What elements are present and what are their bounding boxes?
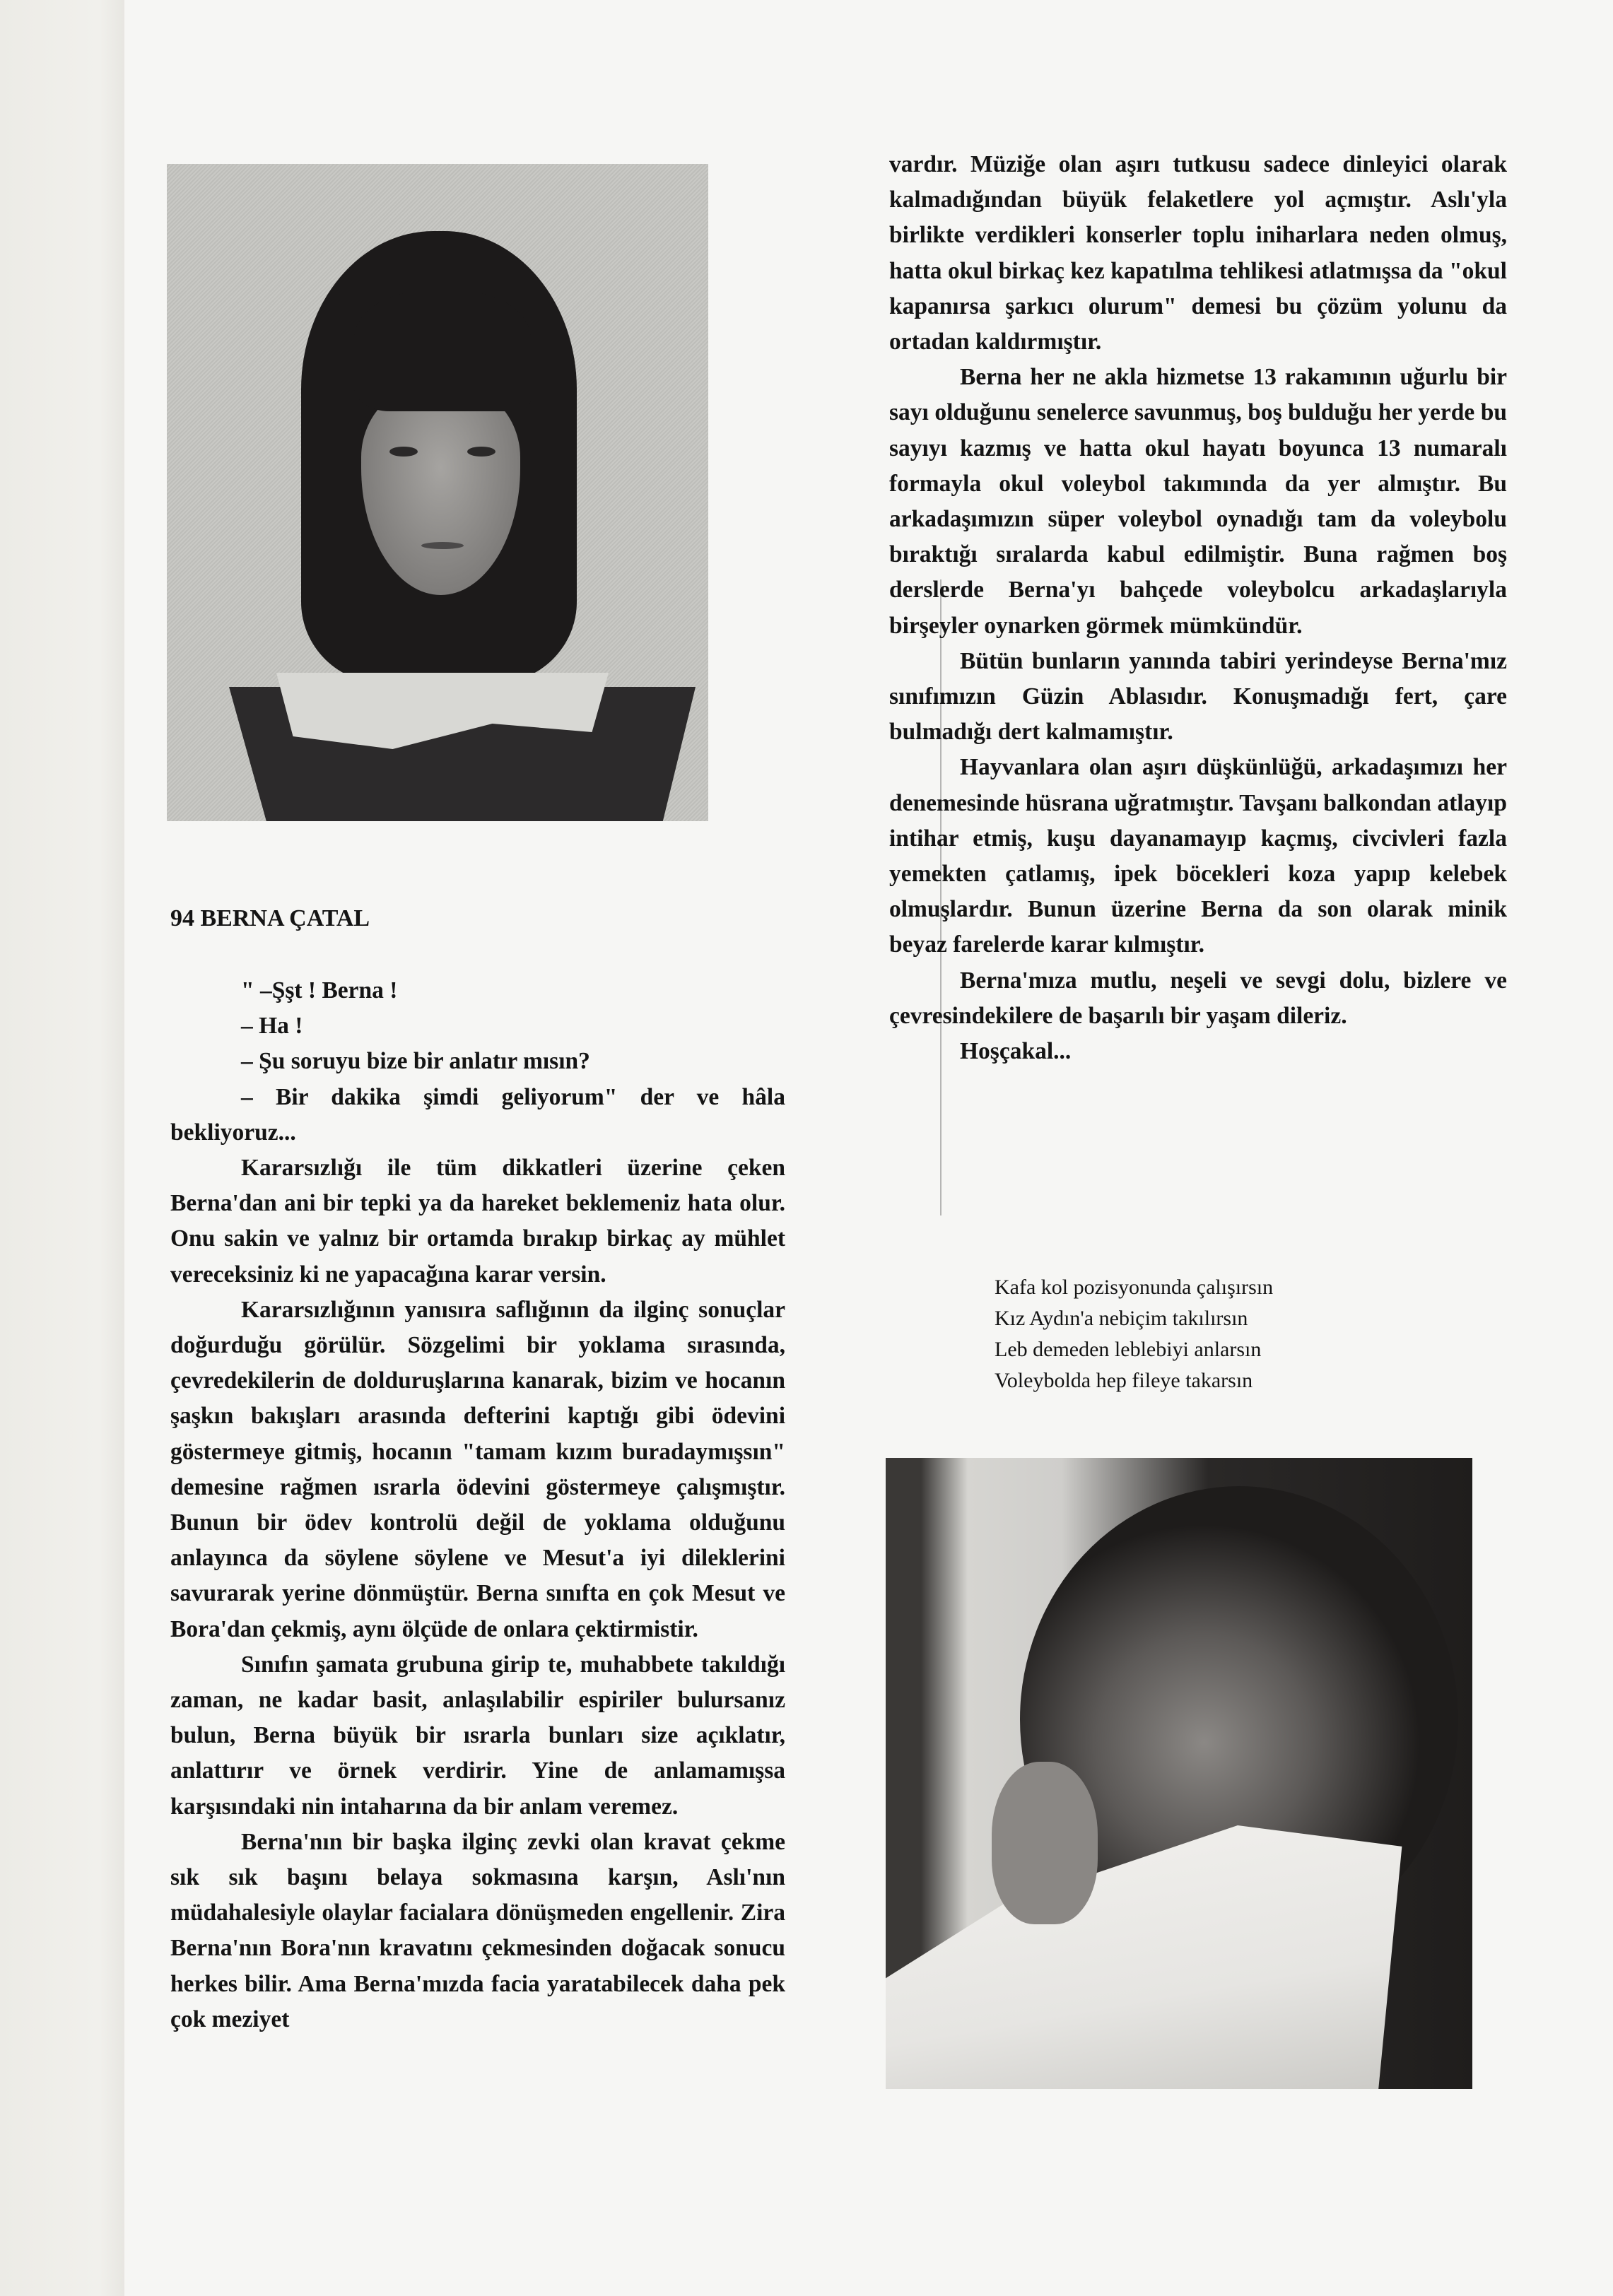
paragraph: Kararsızlığının yanısıra saflığının da ilginç sonuçlar doğurduğu görülür. Sözgelimi bir yoklama sırasında, çevredekilerin de dolduruşlarına kanarak, bizim ve hocanın şaşkın bakışları arasında defterini kaptığı gibi ödevini göstermeye gitmiş, hocanın "tamam kızım buradaymışsın" demesine rağmen ısrarla ödevini göstermeye çalışmıştır. Bunun bir ödev kontrolü değil de yoklama olduğunu anlayınca da söylene söylene ve Mesut'a iyi dileklerini savurarak yerine dönmüştür. Berna sınıfta en çok Mesut ve Bora'dan çekmiş, aynı ölçüde de onlara çektirmistir.: [170, 1296, 785, 1642]
candid-hand: [992, 1762, 1098, 1924]
candid-blanket: [886, 1825, 1472, 2089]
portrait-eye: [389, 447, 418, 457]
candid-photo: [886, 1458, 1472, 2089]
paragraph: Berna'mıza mutlu, neşeli ve sevgi dolu, bizlere ve çevresindekilere de başarılı bir yaşam dileriz.: [889, 967, 1507, 1029]
portrait-bangs: [354, 291, 531, 411]
poem-line: Kız Aydın'a nebiçim takılırsın: [995, 1307, 1248, 1330]
poem-line: Leb demeden leblebiyi anlarsın: [995, 1338, 1262, 1361]
paragraph: Sınıfın şamata grubuna girip te, muhabbete takıldığı zaman, ne kadar basit, anlaşılabilir espiriler bulursanız bulun, Berna büyük bir ısrarla bunları size açıklatır, anlattırır ve örnek verdirir. Yine de anlamamışsa karşısındaki nin intaharına da bir anlam veremez.: [170, 1651, 785, 1820]
paragraph: Bütün bunların yanında tabiri yerindeyse Berna'mız sınıfımızın Güzin Ablasıdır. Konuşmadığı fert, çare bulmadığı dert kalmamıştır.: [889, 647, 1507, 746]
dialog-line: – Şu soruyu bize bir anlatır mısın?: [241, 1048, 590, 1075]
dialog-line: " –Şşt ! Berna !: [241, 977, 398, 1003]
dialog-line: – Ha !: [241, 1013, 303, 1040]
poem-line: Kafa kol pozisyonunda çalışırsın: [995, 1276, 1274, 1299]
portrait-mouth: [421, 542, 464, 549]
article-heading: 94 BERNA ÇATAL: [170, 905, 370, 931]
paragraph: Berna'nın bir başka ilginç zevki olan kravat çekme sık sık başını belaya sokmasına karşın, Aslı'nın müdahalesiyle olaylar facialara dönüşmeden engellenir. Zira Berna'nın Bora'nın kravatını çekmesinden doğacak sonucu herkes bilir. Ama Berna'mızda facia yaratabilecek daha pek çok meziyet: [170, 1828, 785, 2032]
poem: [995, 1272, 1273, 1396]
portrait-eye: [467, 447, 495, 457]
dialog-line-last: – Bir dakika şimdi geliyorum" der ve hâla bekliyoruz...: [170, 1083, 785, 1146]
right-column: [889, 147, 1507, 1069]
left-column: [170, 901, 785, 2037]
farewell: Hoşçakal...: [960, 1038, 1072, 1065]
paragraph: Berna her ne akla hizmetse 13 rakamının uğurlu bir sayı olduğunu senelerce savunmuş, boş bulduğu her yerde bu sayıyı kazmış ve hatta okul hayatı boyunca 13 numaralı formayla okul voleybol takımında da yer almıştır. Bu arkadaşımızın süper voleybol oynadığı tam da voleybolu bıraktığı sıralarda kabul edilmiştir. Buna rağmen boş derslerde Berna'yı bahçede voleybolcu arkadaşlarıyla birşeyler oynarken görmek mümkündür.: [889, 364, 1507, 639]
paragraph-continuation: vardır. Müziğe olan aşırı tutkusu sadece dinleyici olarak kalmadığından büyük felaketlere yol açmıştır. Aslı'yla birlikte verdikleri konserler toplu iniharlara neden olmuş, hatta okul birkaç kez kapatılma tehlikesi atlatmışsa da "okul kapanırsa şarkıcı olurum" demesi bu çözüm yolunu da ortadan kaldırmıştır.: [889, 151, 1507, 355]
portrait-photo: [167, 164, 708, 821]
paragraph: Hayvanlara olan aşırı düşkünlüğü, arkadaşımızı her denemesinde hüsrana uğratmıştır. Tavşanı balkondan atlayıp intihar etmiş, kuşu dayanamayıp kaçmış, civcivleri fazla yemekten çatlamış, ipek böcekleri koza yapıp kelebek olmuşlardır. Bunun üzerine Berna da son olarak minik beyaz farelerde karar kılmıştır.: [889, 754, 1507, 958]
page-binding-edge: [0, 0, 124, 2296]
poem-line: Voleybolda hep fileye takarsın: [995, 1369, 1253, 1392]
paragraph: Kararsızlığı ile tüm dikkatleri üzerine çeken Berna'dan ani bir tepki ya da hareket beklemeniz hata olur. Onu sakin ve yalnız bir ortamda bırakıp birkaç ay mühlet vereceksiniz ki ne yapacağına karar versin.: [170, 1155, 785, 1288]
